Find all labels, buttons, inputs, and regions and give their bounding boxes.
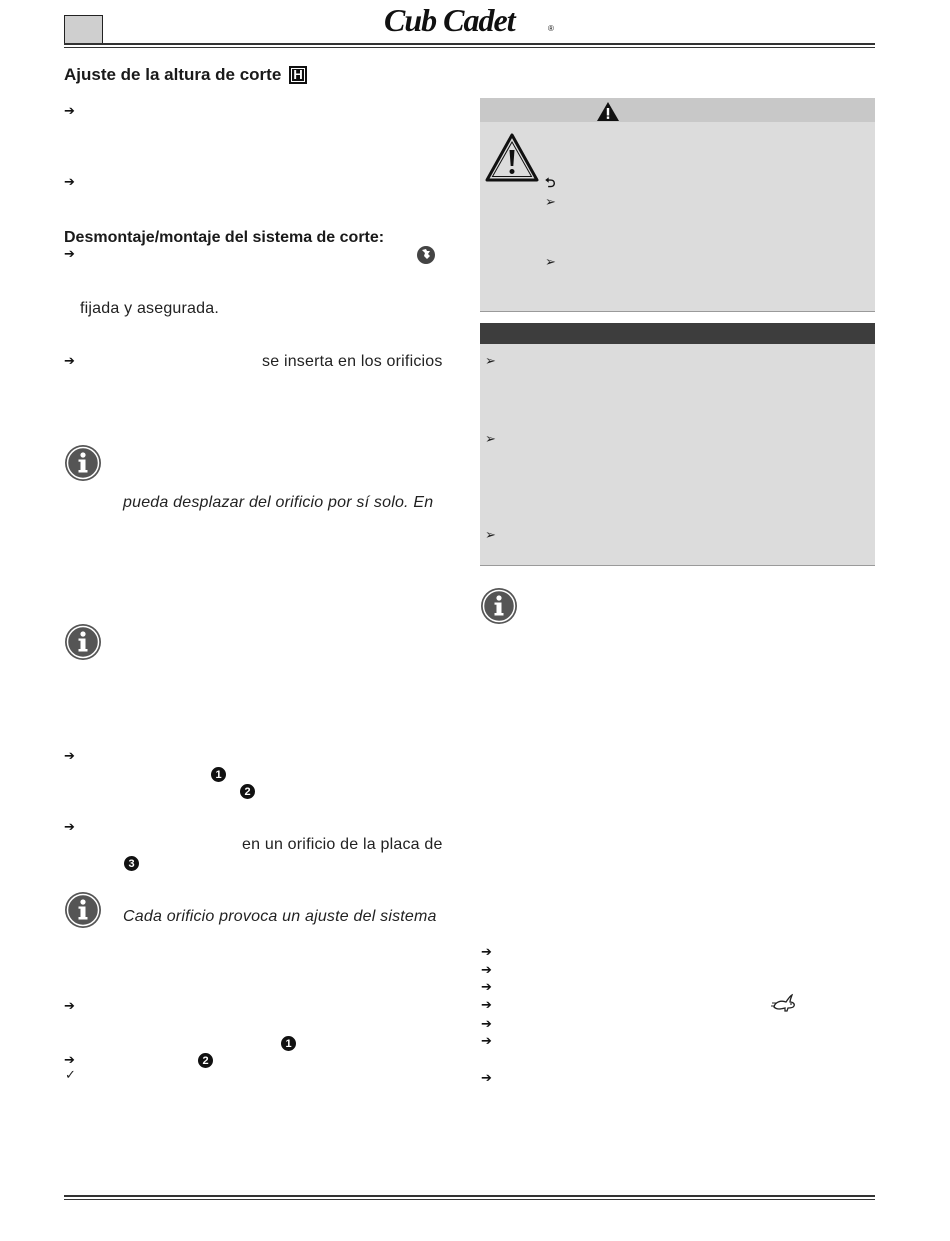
marker-2: 2 — [240, 784, 255, 799]
info-icon — [480, 587, 518, 625]
notice-panel — [480, 323, 875, 566]
warning-triangle-icon — [596, 101, 620, 122]
notice-panel-header — [480, 323, 875, 344]
check-icon: ✓ — [65, 1068, 76, 1083]
chevron-right-icon: ➢ — [485, 432, 496, 447]
right-arrow-icon: ➔ — [64, 104, 75, 119]
brand-logo — [378, 2, 568, 38]
right-arrow-icon: ➔ — [64, 247, 75, 262]
right-arrow-icon: ➔ — [64, 1053, 75, 1068]
marker-1: 1 — [211, 767, 226, 782]
right-arrow-icon: ➔ — [64, 749, 75, 764]
info-icon — [64, 891, 102, 929]
right-arrow-icon: ➔ — [481, 963, 492, 978]
chevron-right-icon: ➢ — [485, 528, 496, 543]
rabbit-fast-icon — [771, 993, 797, 1013]
right-arrow-icon: ➔ — [64, 999, 75, 1014]
circular-arrow-icon: ⮌ — [545, 176, 556, 191]
header-rule-thick — [64, 43, 875, 45]
page-number-box — [64, 15, 103, 44]
footer-rule-thin — [64, 1199, 875, 1200]
warning-panel-header — [480, 98, 875, 122]
right-arrow-icon: ➔ — [64, 820, 75, 835]
section-title: Ajuste de la altura de corte H — [64, 65, 307, 85]
right-arrow-icon: ➔ — [481, 1071, 492, 1086]
text-fijada: fijada y asegurada. — [80, 300, 220, 317]
marker-1: 1 — [281, 1036, 296, 1051]
subheading-cutting-system: Desmontaje/montaje del sistema de corte: — [64, 229, 385, 246]
right-arrow-icon: ➔ — [481, 1034, 492, 1049]
footer-rule-thick — [64, 1195, 875, 1197]
warning-triangle-icon — [485, 133, 539, 183]
right-arrow-icon: ➔ — [481, 998, 492, 1013]
chevron-right-icon: ➢ — [485, 354, 496, 369]
text-orificio-placa: en un orificio de la placa de — [242, 836, 443, 853]
right-arrow-icon: ➔ — [64, 175, 75, 190]
svg-text:®: ® — [548, 24, 554, 33]
marker-2: 2 — [198, 1053, 213, 1068]
header-rule-thin — [64, 47, 875, 48]
right-arrow-icon: ➔ — [64, 354, 75, 369]
wrench-icon — [416, 245, 436, 265]
text-cada-orificio: Cada orificio provoca un ajuste del sistema — [123, 908, 437, 925]
chevron-right-icon: ➢ — [545, 255, 556, 270]
marker-3: 3 — [124, 856, 139, 871]
info-icon — [64, 444, 102, 482]
right-arrow-icon: ➔ — [481, 1017, 492, 1032]
text-pueda: pueda desplazar del orificio por sí solo. En — [123, 494, 434, 511]
figure-badge: H — [289, 66, 307, 84]
svg-text:Cub Cadet: Cub Cadet — [384, 2, 515, 38]
right-arrow-icon: ➔ — [481, 945, 492, 960]
info-icon — [64, 623, 102, 661]
warning-panel — [480, 98, 875, 312]
chevron-right-icon: ➢ — [545, 195, 556, 210]
right-arrow-icon: ➔ — [481, 980, 492, 995]
text-inserta: se inserta en los orificios — [262, 353, 443, 370]
